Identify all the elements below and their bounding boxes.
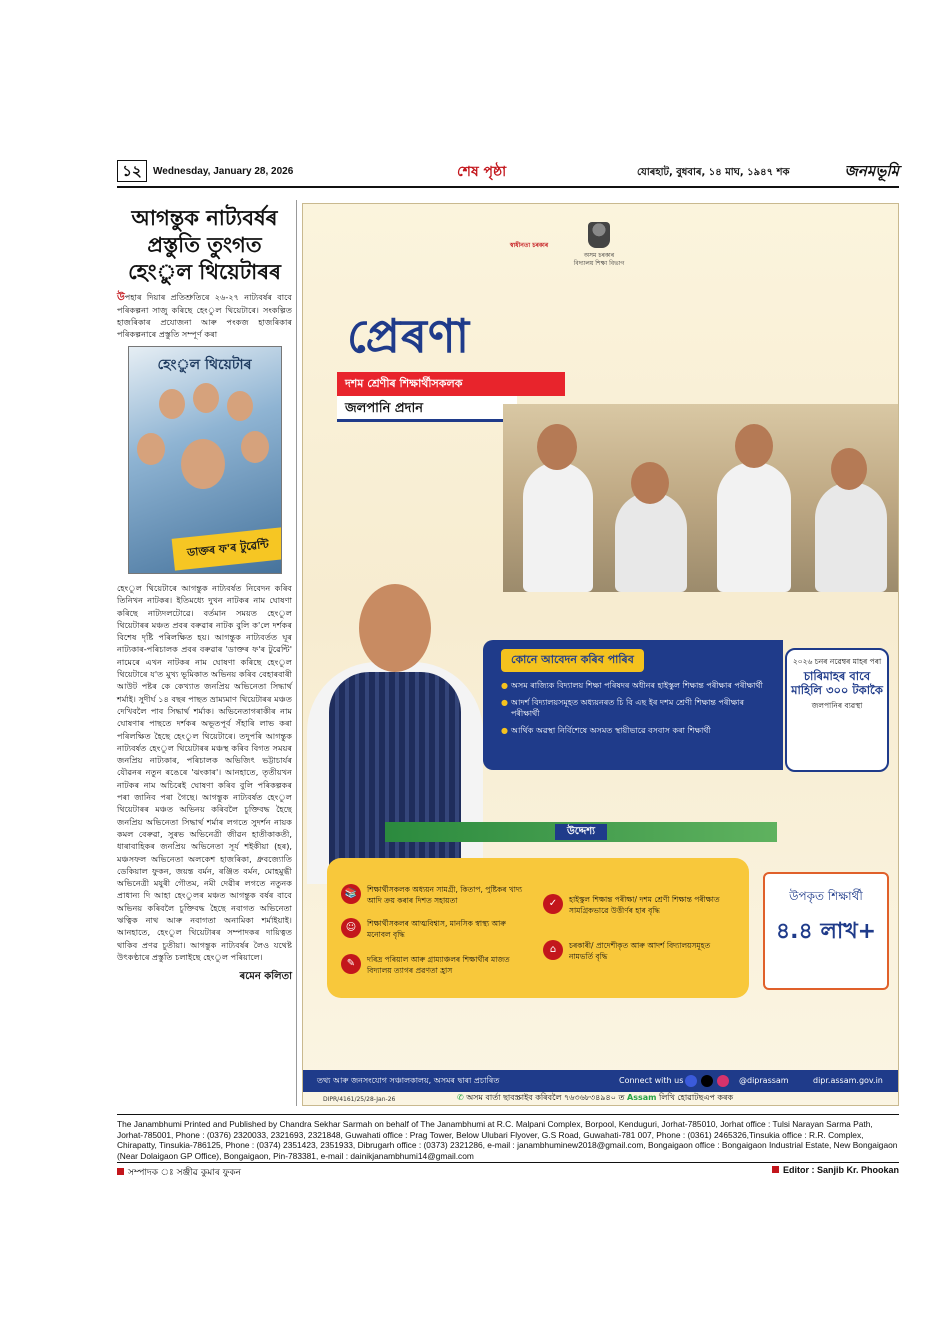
imprint-line: The Janambhumi Printed and Published by Chandra Sekhar Sarmah on behalf of The Janambhumi at R.C. Malpani Complex, Borpool, Kenduguri, Jorhat-785010, Jorhat office : Tulsi Narayan Sarma Path, Jorhat-785001, Phone : (0376) 2320033, 2321693, 2321848, Guwahati office : Prag Tower, Below Ulubari Flyover, G.S Road, Guwahati-781 007, Phone : (0361) 2465326,Tinsukia office : R.R. Complex, Chirapatty, Tinsukia-786125, Phone : (0374) 2351423, 2351933, Dibrugarh office : (0373) 2321286, e-mail : janambhuminew2018@gmail.com, Bongaigaon office : Bongaigaon Industrial Estate, New Bongaigaon (Near Dolaigaon GP Office), Bongaigaon, Pin-783381, e-mail : dainikjanambhumi14@gmail.com — [117, 1114, 899, 1161]
poster-title: হেংুল থিয়েটাৰ — [157, 357, 252, 373]
department-name: বিদ্যালয় শিক্ষা বিভাগ — [573, 260, 625, 267]
cm-vest — [329, 672, 461, 884]
student-face — [631, 462, 669, 504]
prerana-advertisement — [302, 203, 899, 1106]
students-photo — [503, 404, 899, 592]
section-title: শেষ পৃষ্ঠা — [457, 164, 507, 180]
news-story — [117, 200, 297, 1106]
social-handle[interactable]: @diprassam — [739, 1076, 789, 1085]
poster-face — [137, 433, 165, 465]
poster-face — [241, 431, 269, 463]
scheme-subtitle: দশম শ্ৰেণীৰ শিক্ষাৰ্থীসকলক — [337, 372, 565, 396]
student-figure — [615, 492, 687, 592]
student-face — [537, 424, 577, 470]
scheme-title: প্ৰেৰণা — [347, 309, 471, 363]
student-figure — [815, 482, 887, 592]
eligibility-item: ● আৰ্থিক অৱস্থা নিৰ্বিশেষে অসমত স্থায়ীভাৱে বসবাস কৰা শিক্ষাৰ্থী — [501, 725, 771, 736]
scholarship-note: জলপানিৰ ব্যৱস্থা — [811, 701, 863, 710]
poster-play-title: ডাক্তৰ ফ'ৰ টুৱেন্টি — [171, 527, 281, 570]
story-body: হেংুল থিয়েটাৰে আগন্তুক নাট্যবৰ্ষত নিবেদন কৰিব তিনিখন নাটকৰ। ইতিমধ্যে দুখন নাটকৰ নাম ঘোষণা কৰিছে নাট্যদলটোৱে। বৰ্তমান সময়ত হেংুল থিয়েটাৰৰ মঞ্চত প্ৰবৰ বৰুৱাৰ নাটক বুলি ক'লে দৰ্শকৰ বিশেষ দৃষ্টি পৰিলক্ষিত হয়। আগন্তুক নাট্যবৰ্তত ঘূৰ নাট্যকাৰ-পৰিচালক প্ৰবৰ বৰুৱাৰ 'ডাক্তৰ ফ'ৰ টুৱেন্টি' নামেৰে এখন নাটকৰ নাম ঘোষণা কৰিছে হেংুল থিয়েটাৰে য'ত মুখ্য ভূমিকাত অভিনয় কৰিব বেহাৰবাৰী আউট পষ্টৰ কে কেখ্যাত জনপ্ৰিয় অভিনেতা সিদ্ধাৰ্থ শৰ্মাই। সুদীৰ্ঘ ১৪ বছৰ পাছত ভ্ৰাম্যমাণ থিয়েটাৰৰ মঞ্চত দেখিবলৈ পাব সিদ্ধাৰ্থ শৰ্মাক। অভিনেতাগৰাকীৰ নাম ঘোষণাৰ পাছতে দৰ্শকৰ অভূতপূৰ্ব সঁহাৰি লাভ কৰা পৰিলক্ষিত হৈছে হেংুল থিয়েটাৰে। তদুপৰি আগন্তুক নাট্যবৰ্ষত হেংুল থিয়েটাৰৰ মঞ্চস্থ কৰিব বিগত সময়ৰ জনপ্ৰিয় নাট্যকাৰ, পৰিচালক অভিজিৎ ভট্টাচাৰ্যৰ যৌৱনৰ নতুন ৰঙেৰে 'ঝংকাৰ'। আনহাতে, তৃতীয়খন নাটকৰ নাম অচিৰেই ঘোষণা কৰিব বুলি পৰিকল্পকৰ পৰা জানিব পৰা গৈছে। আগন্তুক নাট্যবৰ্ষত হেংুল থিয়েটাৰৰ মঞ্চত অভিনয় কৰিবলৈ চুক্তিবদ্ধ হৈছে জনপ্ৰিয় অভিনেতা সিদ্ধাৰ্থ শৰ্মাৰ লগতে সুদৰ্শন নায়ক কমল বেৰুৱা, সুৰভ অভিনেত্ৰী জীৱন হাতীকাকতী, ধাৰাবাহিকৰ জনপ্ৰিয় অভিনেতা সূৰ্য শইকীয়া (হৰ), মঞ্চসফল অভিনেতা অলকেশ হাজৰিকা, ধ্ৰুবজ্যোতি ডেকিয়াল ফুকন, জয়ন্ত বৰ্মন, ৰঞ্জিত বৰ্মন, মোহমুগ্ধী অভিনেত্ৰী মযুৰী গৌতম, নমী দেৱীৰ লগতে নতুনক প্ৰাধান্য দি আহা হেংুলৰ মঞ্চত আগন্তুক বৰ্ষৰ বাবে অভিনয় কৰিবলৈ চুক্তিবদ্ধ হৈছে নবাগত অভিনেতা ঋত্বিক নাথ আৰু নবাগতা অনামিকা শৰ্মাইয়াই। আনহাতে, হেংুল থিয়েটাৰৰ সম্পাদকৰ দায়িত্বত থাকিব প্ৰণৱ চুতীয়া। আগন্তুক নাট্যবৰ্ষৰ লৈও যথেষ্ট উৎকণ্ঠাৰে প্ৰস্তুতি চলাইছে হেংুল পৰিয়ালে। — [117, 583, 292, 962]
story-lead — [117, 291, 292, 340]
purpose-banner — [385, 822, 777, 842]
objective-item: 📚 শিক্ষাৰ্থীসকলক অধ্যয়ন সামগ্ৰী, কিতাপ, পুষ্টিকৰ খাদ্য আদি ক্ৰয় কৰাৰ দিশত সহায়তা — [341, 884, 531, 906]
scholarship-amount-box — [785, 648, 889, 772]
cm-face — [359, 584, 431, 672]
byline: ৰমেন কলিতা — [239, 971, 292, 983]
poster-face — [227, 391, 253, 421]
eligibility-list — [501, 680, 771, 736]
student-face — [831, 448, 867, 490]
story-lead-text: পহাৰ দিয়াৰ প্ৰতিশ্ৰুতিৰে ২৬-২৭ নাট্যবৰ্ষৰ বাবে পৰিকল্পনা সাজু কৰিছে হেংুল থিয়েটাৰে। সংকল্পিত হাজৰিকাৰ প্ৰযোজনা আৰু পংকজ হাজৰিকাৰ পৰিকল্পনাৰে প্ৰস্তুতি সম্পূৰ্ণ কৰা — [117, 292, 292, 339]
beneficiaries-box — [763, 872, 889, 990]
facebook-icon[interactable] — [685, 1075, 697, 1087]
student-icon: ✎ — [341, 954, 361, 974]
drop-cap: উ — [117, 292, 125, 303]
beneficiaries-label: উপকৃত শিক্ষাৰ্থী — [789, 889, 863, 903]
publisher-credit: তথ্য আৰু জনসংযোগ সঞ্চালকালয়, অসমৰ দ্বাৰা প্ৰচাৰিত — [317, 1076, 500, 1085]
scholarship-amount: চাৰিমাহৰ বাবে মাহিলি ৩০০ টকাকৈ — [791, 669, 883, 697]
poster-face — [193, 383, 219, 413]
website-link[interactable]: dipr.assam.gov.in — [813, 1076, 883, 1085]
instagram-icon[interactable] — [717, 1075, 729, 1087]
student-figure — [523, 462, 593, 592]
student-figure — [717, 462, 791, 592]
scholarship-period: ২০২৬ চনৰ নৱেম্বৰ মাহৰ পৰা — [792, 657, 882, 666]
objective-item: ✓ হাইস্কুল শিক্ষান্ত পৰীক্ষা/ দশম শ্ৰেণী শিক্ষান্ত পৰীক্ষাত সামগ্ৰিকভাৱে উত্তীৰ্ণৰ হাৰ বৃদ্ধি — [543, 894, 733, 916]
date-english: Wednesday, January 28, 2026 — [153, 166, 294, 177]
story-headline: আগন্তুক নাট্যবৰ্ষৰ প্ৰস্তুতি তুংগত হেংুল থিয়েটাৰৰ — [128, 205, 281, 284]
scheme-subtitle-2: জলপানি প্ৰদান — [337, 396, 517, 422]
student-face — [735, 424, 773, 468]
beneficiaries-count: ৪.৪ লাখ+ — [775, 919, 877, 944]
date-assamese: যোৰহাট, বুধবাৰ, ১৪ মাঘ, ১৯৪৭ শক — [637, 167, 790, 178]
editor-row — [117, 1162, 899, 1176]
editor-english: Editor : Sanjib Kr. Phookan — [772, 1165, 899, 1175]
objective-item: ✎ দৰিদ্ৰ পৰিয়াল আৰু গ্ৰাম্যাঞ্চলৰ শিক্ষাৰ্থীৰ মাজত বিদ্যালয় ত্যাগৰ প্ৰৱণতা হ্ৰাস — [341, 954, 531, 976]
books-icon: 📚 — [341, 884, 361, 904]
purpose-heading: উদ্দেশ্য — [555, 824, 607, 840]
school-icon: ⌂ — [543, 940, 563, 960]
campaign-logo: স্বাধীনতা চৰকাৰ — [509, 242, 549, 249]
theatre-poster — [128, 346, 282, 574]
ad-footer — [303, 1070, 899, 1092]
page-number: ১২ — [117, 160, 147, 182]
whatsapp-note: ✆ অসম বাৰ্তা ছাবস্ক্ৰাইব কৰিবলৈ ৭৬৩৬৮৩৪৯৪০ ত Assam লিখি হোৱাটছএপ কৰক — [457, 1093, 734, 1102]
emblem-icon — [588, 222, 610, 248]
certificate-icon: ✓ — [543, 894, 563, 914]
confidence-icon: ☺ — [341, 918, 361, 938]
connect-label: Connect with us — [619, 1076, 684, 1085]
x-icon[interactable] — [701, 1075, 713, 1087]
whatsapp-icon: ✆ — [457, 1093, 464, 1102]
eligibility-heading: কোনে আবেদন কৰিব পাৰিব — [501, 649, 644, 672]
objective-item: ⌂ চৰকাৰী/ প্ৰাদেশীকৃত আৰু আদৰ্শ বিদ্যালয়সমূহত নামভৰ্তি বৃদ্ধি — [543, 940, 733, 962]
govt-name: অসম চৰকাৰ — [583, 252, 615, 259]
government-logo — [571, 222, 627, 284]
editor-assamese: সম্পাদক ঃ সঞ্জীৱ কুমাৰ ফুকন — [117, 1165, 241, 1180]
eligibility-panel — [483, 640, 783, 770]
ad-code: DIPR/4161/25/28-Jan-26 — [323, 1096, 396, 1103]
page-header — [117, 158, 899, 188]
poster-face — [159, 389, 185, 419]
eligibility-item: ● অসম ৰাজ্যিক বিদ্যালয় শিক্ষা পৰিষদৰ অধীনৰ হাইস্কুল শিক্ষান্ত পৰীক্ষাৰ পৰীক্ষাৰ্থী — [501, 680, 771, 691]
square-bullet-icon — [772, 1166, 779, 1173]
eligibility-item: ● আদৰ্শ বিদ্যালয়সমূহত অধ্যয়নৰত চি বি এছ ইৰ দশম শ্ৰেণী শিক্ষান্ত পৰীক্ষাৰ পৰীক্ষাৰ্থী — [501, 697, 771, 719]
square-bullet-icon — [117, 1168, 124, 1175]
objectives-panel — [327, 858, 749, 998]
objective-item: ☺ শিক্ষাৰ্থীসকলৰ আত্মবিশ্বাস, মানসিক স্বাস্থ্য আৰু মনোবল বৃদ্ধি — [341, 918, 531, 940]
poster-face — [181, 439, 225, 489]
newspaper-logo: জনমভূমি — [844, 162, 899, 180]
